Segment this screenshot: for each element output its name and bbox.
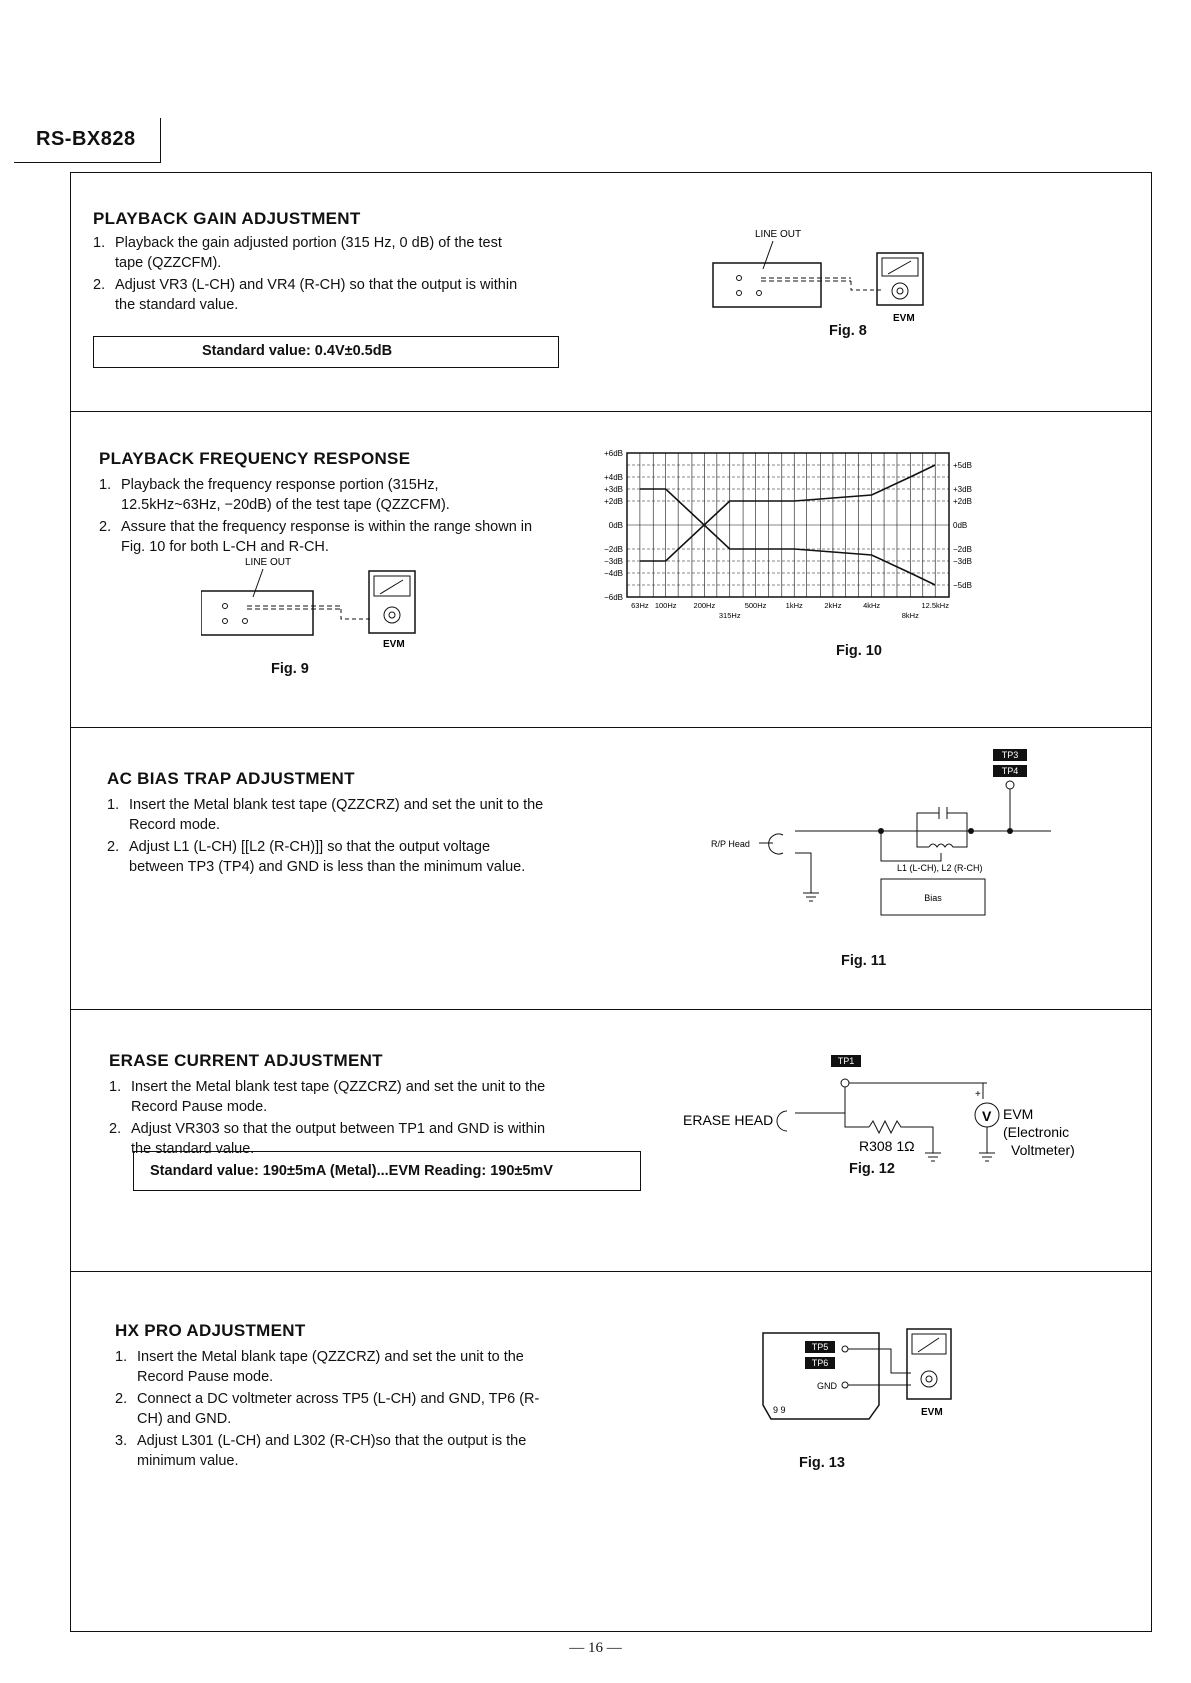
chart-x-tick: 2kHz [824,601,842,610]
step-item: 1. Insert the Metal blank test tape (QZZCRZ) and set the unit to the Record mode. [107,797,544,833]
section-frequency-response [71,411,1151,727]
chart-x-tick: 4kHz [863,601,881,610]
svg-text:TP6: TP6 [811,1358,829,1368]
fig12-label: Fig. 12 [849,1161,895,1177]
chart-y-tick-left: −3dB [604,557,623,566]
chart-x-tick-lower: 315Hz [718,611,741,620]
fig10-label: Fig. 10 [836,643,882,659]
chart-y-tick-left: 0dB [608,521,623,530]
chart-x-tick: 100Hz [654,601,677,610]
chart-series-line [640,489,935,585]
evm-meter [907,1329,951,1399]
fig11-diagram [711,743,1131,943]
evm-desc-2: Voltmeter) [1011,1142,1075,1158]
evm-label: EVM [383,639,405,650]
chart-y-tick-right: −2dB [953,545,972,554]
chart-x-tick: 1kHz [785,601,803,610]
section-title: PLAYBACK GAIN ADJUSTMENT [93,209,361,228]
steps-list [93,233,533,317]
fig8-diagram [711,223,951,333]
chart-y-tick-left: −6dB [604,593,623,602]
fig9-diagram [201,551,451,651]
fig8-label: Fig. 8 [829,323,867,339]
chart-x-tick: 200Hz [693,601,716,610]
standard-value-box: Standard value: 0.4V±0.5dB [93,336,559,368]
step-item: 2. Assure that the frequency response is within the range shown in Fig. 10 for both L-CH and R-CH. [99,519,533,555]
chart-x-tick: 63Hz [631,601,649,610]
evm-label: EVM [1003,1106,1034,1122]
step-item: 2. Connect a DC voltmeter across TP5 (L-CH) and GND, TP6 (R-CH) and GND. [115,1391,540,1427]
fig10-frequency-chart [591,445,1011,635]
evm-label: EVM [921,1407,943,1418]
steps-list [109,1077,549,1161]
steps-list [99,475,539,559]
svg-text:9 9: 9 9 [773,1405,786,1415]
section-title: HX PRO ADJUSTMENT [115,1321,306,1340]
fig13-label: Fig. 13 [799,1455,845,1471]
svg-text:TP5: TP5 [811,1342,829,1352]
section-ac-bias-trap [71,727,1151,1009]
line-out-label: LINE OUT [755,229,802,240]
evm-label: EVM [893,313,915,324]
chart-y-tick-left: +3dB [604,485,623,494]
bias-label: Bias [924,893,942,903]
evm-meter [369,571,415,633]
chart-x-tick: 12.5kHz [921,601,949,610]
rp-head-label: R/P Head [711,839,750,849]
section-title: AC BIAS TRAP ADJUSTMENT [107,769,355,788]
svg-text:TP3: TP3 [1001,750,1019,760]
chart-y-tick-left: +2dB [604,497,623,506]
erase-head-label: ERASE HEAD [683,1112,774,1128]
fig11-label: Fig. 11 [841,953,887,969]
chart-y-tick-right: −3dB [953,557,972,566]
adjustment-frame [70,172,1152,1632]
model-number: RS-BX828 [36,128,136,150]
resistor-label: R308 1Ω [859,1138,915,1154]
chart-series-line [640,465,935,561]
unit-box [713,263,821,307]
section-title: PLAYBACK FREQUENCY RESPONSE [99,449,411,468]
chart-y-tick-right: +5dB [953,461,972,470]
plus-sign: + [975,1089,981,1100]
chart-x-tick-lower: 8kHz [901,611,919,620]
fig13-diagram [761,1327,981,1437]
coil-label: L1 (L-CH), L2 (R-CH) [897,863,983,873]
step-item: 2. Adjust L1 (L-CH) [[L2 (R-CH)]] so that the output voltage between TP3 (TP4) and GND is less than the minimum value. [107,839,526,875]
svg-text:TP1: TP1 [837,1056,855,1066]
step-item: 1. Playback the frequency response portion (315Hz, 12.5kHz~63Hz, −20dB) of the test tape (QZZCFM). [99,477,450,513]
section-playback-gain [71,173,1151,411]
section-erase-current [71,1009,1151,1271]
chart-y-tick-left: +6dB [604,449,623,458]
chart-y-tick-right: +2dB [953,497,972,506]
page-number: — 16 — [569,1640,622,1656]
evm-desc-1: (Electronic [1003,1124,1070,1140]
line-out-label: LINE OUT [245,557,292,568]
step-item: 1. Insert the Metal blank tape (QZZCRZ) and set the unit to the Record Pause mode. [115,1349,524,1385]
chart-x-tick: 500Hz [744,601,767,610]
gnd-label: GND [817,1381,837,1391]
evm-meter [877,253,923,305]
chart-y-tick-left: −4dB [604,569,623,578]
steps-list [115,1347,555,1473]
chart-y-tick-left: −2dB [604,545,623,554]
steps-list [107,795,547,879]
unit-box [201,591,313,635]
model-label-box [14,118,161,163]
section-hx-pro [71,1271,1151,1631]
svg-text:V: V [982,1108,992,1124]
section-title: ERASE CURRENT ADJUSTMENT [109,1051,383,1070]
step-item: 3. Adjust L301 (L-CH) and L302 (R-CH)so that the output is the minimum value. [115,1433,527,1469]
standard-value-box: Standard value: 190±5mA (Metal)...EVM Reading: 190±5mV [133,1151,641,1191]
svg-text:TP4: TP4 [1001,766,1019,776]
chart-y-tick-right: +3dB [953,485,972,494]
chart-y-tick-right: −5dB [953,581,972,590]
chart-y-tick-right: 0dB [953,521,968,530]
fig9-label: Fig. 9 [271,661,309,677]
step-item: 2. Adjust VR3 (L-CH) and VR4 (R-CH) so that the output is within the standard value. [93,277,518,313]
chart-y-tick-left: +4dB [604,473,623,482]
step-item: 1. Insert the Metal blank test tape (QZZCRZ) and set the unit to the Record Pause mode. [109,1079,546,1115]
step-item: 1. Playback the gain adjusted portion (315 Hz, 0 dB) of the test tape (QZZCFM). [93,235,502,271]
step-item: 2. Adjust VR303 so that the output between TP1 and GND is within the standard value. [109,1121,546,1157]
